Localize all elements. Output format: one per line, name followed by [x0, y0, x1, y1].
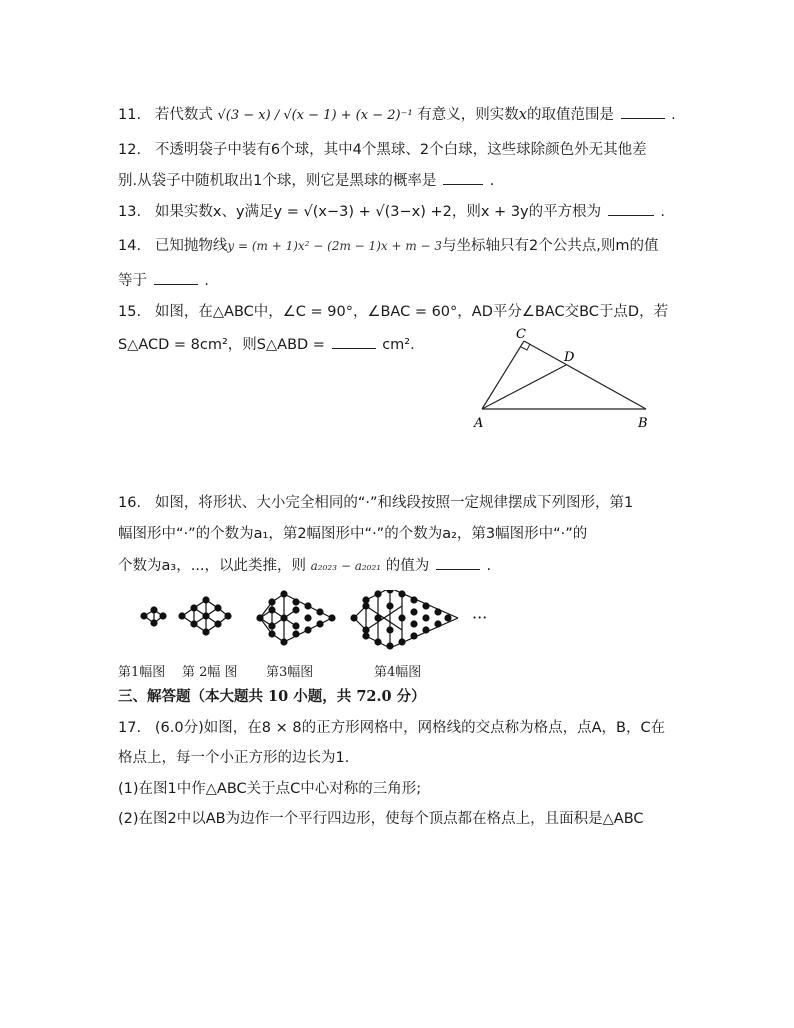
question-text: 幅图形中“·”的个数为a₁，第2幅图形中“·”的个数为a₂，第3幅图形中“·”的: [118, 526, 588, 542]
caption-figure-4: 第4幅图: [374, 665, 422, 680]
figure-1: [141, 607, 166, 626]
figure-3: [257, 591, 335, 645]
label-a: A: [474, 416, 484, 431]
question-text: 如图，将形状、大小完全相同的“·”和线段按照一定规律摆成下列图形，第1: [154, 495, 634, 511]
period: .: [489, 173, 495, 189]
question-number: 17.: [118, 720, 142, 736]
period: .: [486, 558, 492, 574]
question-text: 已知抛物线: [154, 238, 228, 254]
question-text: 与坐标轴只有2个公共点,则m的值: [442, 238, 659, 254]
question-11: [118, 104, 676, 126]
question-text: 格点上，每一个小正方形的边长为1.: [118, 750, 350, 766]
question-17-line-2: [118, 748, 349, 768]
question-12-line-1: [118, 140, 647, 160]
question-15-line-2: [118, 334, 415, 355]
answer-blank[interactable]: [154, 270, 198, 285]
math-expression: a₂₀₂₃ − a₂₀₂₁: [310, 559, 382, 573]
math-expression: y = (m + 1)x² − (2m − 1)x + m − 3: [227, 239, 443, 253]
answer-blank[interactable]: [443, 170, 483, 185]
period: .: [204, 273, 209, 289]
caption-figure-2: 第 2幅 图: [182, 665, 238, 680]
figure-2: [179, 597, 231, 635]
caption-figure-3: 第3幅图: [266, 665, 314, 680]
question-text: (2)在图2中以AB为边作一个平行四边形，使每个顶点都在格点上，且面积是△ABC: [118, 811, 644, 827]
dot-pattern-figures: [132, 590, 502, 662]
question-17-line-1: [118, 718, 665, 738]
answer-blank[interactable]: [608, 201, 654, 216]
question-16-line-1: [118, 493, 633, 513]
question-text: 等于: [118, 273, 147, 289]
period: .: [671, 107, 676, 123]
question-text: (6.0分)如图，在8 × 8的正方形网格中，网格线的交点称为格点，点A，B，C在: [154, 720, 666, 736]
question-text: 别.从袋子中随机取出1个球，则它是黑球的概率是: [118, 173, 437, 189]
label-c: C: [516, 327, 526, 342]
answer-blank[interactable]: [436, 555, 480, 570]
variable: x: [518, 107, 527, 123]
question-number: 11.: [118, 107, 142, 123]
question-16-line-3: [118, 555, 491, 576]
question-text: cm².: [382, 337, 415, 353]
answer-blank[interactable]: [621, 104, 665, 119]
question-15-line-1: [118, 302, 668, 322]
question-number: 12.: [118, 142, 142, 158]
ellipsis: ···: [472, 608, 488, 627]
answer-blank[interactable]: [332, 334, 376, 349]
question-text: S△ACD = 8cm²，则S△ABD =: [118, 337, 325, 353]
label-b: B: [638, 416, 648, 431]
section-header: 三、解答题（本大题共 10 小题，共 72.0 分）: [118, 688, 426, 705]
question-number: 16.: [118, 495, 142, 511]
question-17-part-1: [118, 779, 421, 799]
question-12-line-2: [118, 170, 494, 191]
question-14-line-1: [118, 236, 659, 256]
caption-figure-1: 第1幅图: [118, 665, 166, 680]
question-text: 个数为a₃，...，以此类推，则: [118, 558, 307, 574]
question-text: 如图，在△ABC中，∠C = 90°，∠BAC = 60°，AD平分∠BAC交BC于点D，若: [154, 304, 669, 320]
question-number: 14.: [118, 238, 142, 254]
question-text: 如果实数x、y满足y = √(x−3) + √(3−x) +2，则x + 3y的平方根为: [154, 204, 602, 220]
math-expression: √(3 − x) / √(x − 1) + (x − 2)⁻¹: [217, 108, 413, 123]
question-13: [118, 201, 665, 222]
question-text: (1)在图1中作△ABC关于点C中心对称的三角形;: [118, 781, 422, 797]
question-17-part-2: [118, 809, 644, 829]
question-text: 的取值范围是: [526, 107, 614, 123]
question-number: 13.: [118, 204, 142, 220]
figure-4: [351, 590, 458, 649]
label-d: D: [564, 350, 575, 365]
question-text: 若代数式: [154, 107, 213, 123]
question-16-line-2: [118, 524, 587, 544]
question-number: 15.: [118, 304, 142, 320]
question-text: 的值为: [385, 558, 430, 574]
period: .: [660, 204, 665, 220]
question-text: 不透明袋子中装有6个球，其中4个黑球、2个白球，这些球除颜色外无其他差: [154, 142, 647, 158]
triangle-figure: [470, 325, 660, 435]
question-14-line-2: [118, 270, 209, 291]
question-text: 有意义，则实数: [417, 107, 519, 123]
